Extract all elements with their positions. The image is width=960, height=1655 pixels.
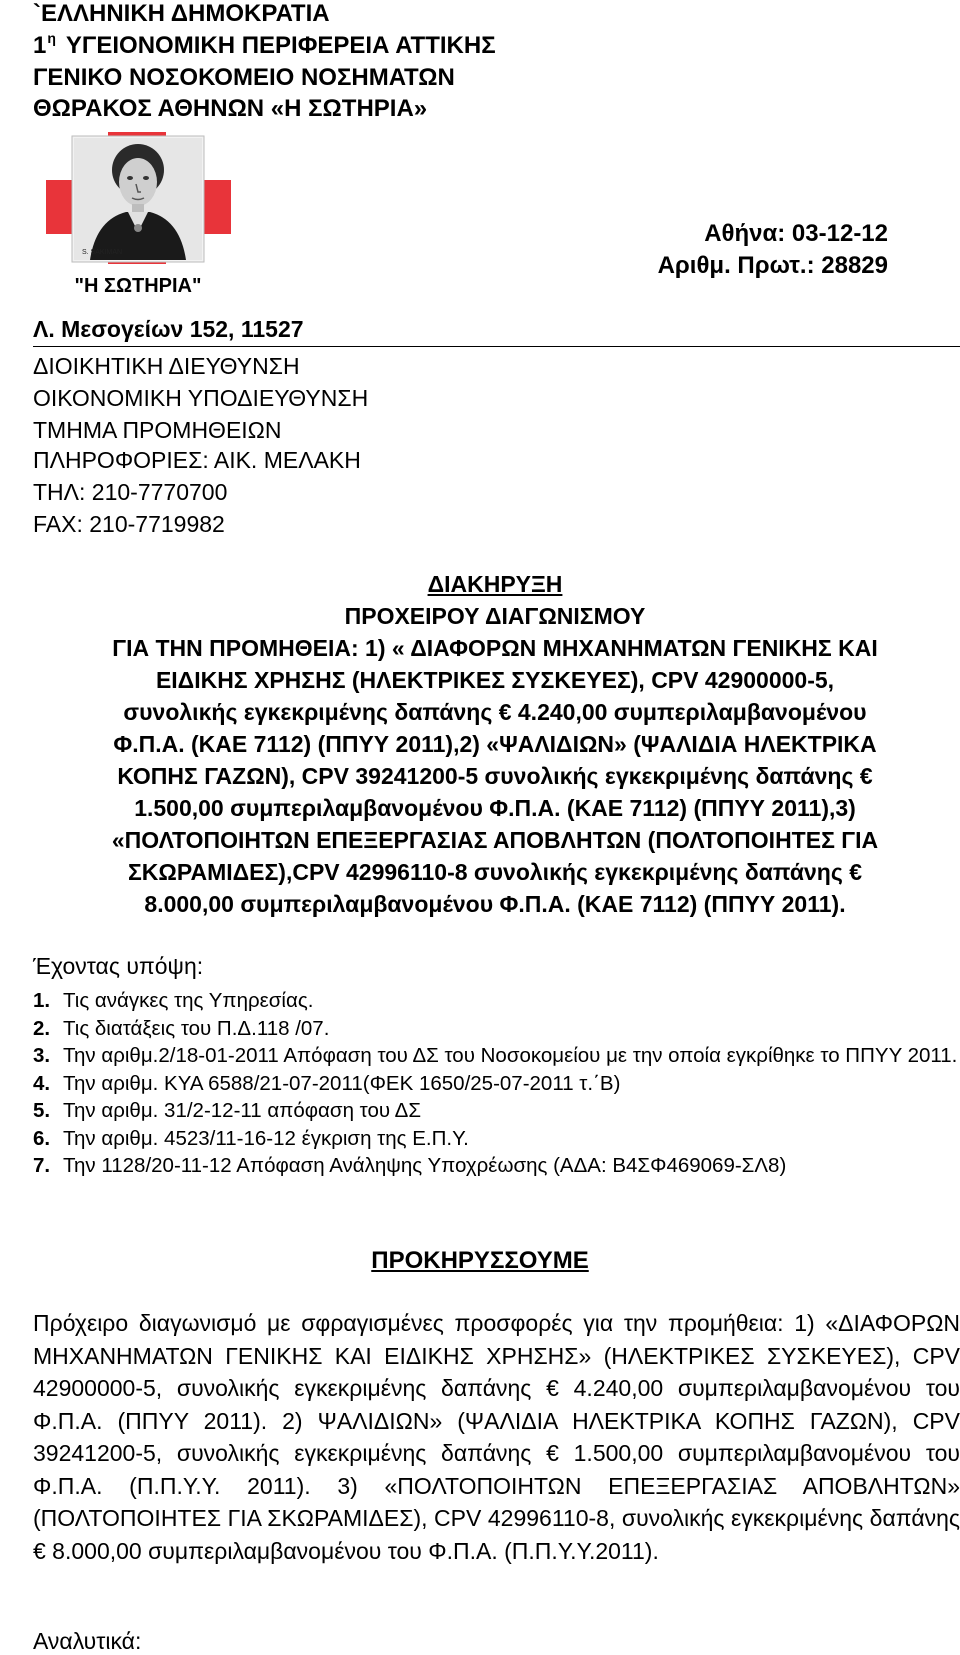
list-item-number: 2. xyxy=(33,1016,51,1040)
list-item xyxy=(33,1042,960,1070)
address-fax: FAX: 210-7719982 xyxy=(33,511,225,537)
announcement-line: ΓΙΑ ΤΗΝ ΠΡΟΜΗΘΕΙΑ: 1) « ΔΙΑΦΟΡΩΝ ΜΗΧΑΝΗΜΑΤΩΝ ΓΕΝΙΚΗΣ ΚΑΙ xyxy=(112,635,878,661)
list-item-text: Την αριθμ. ΚΥΑ 6588/21-07-2011(ΦΕΚ 1650/25-07-2011 τ.΄Β) xyxy=(63,1071,621,1095)
announcement-line: 8.000,00 συμπεριλαμβανομένου Φ.Π.Α. (ΚΑΕ 7112) (ΠΠΥΥ 2011). xyxy=(144,891,846,917)
announcement-line: «ΠΟΛΤΟΠΟΙΗΤΩΝ ΕΠΕΞΕΡΓΑΣΙΑΣ ΑΠΟΒΛΗΤΩΝ (ΠΟΛΤΟΠΟΙΗΤΕΣ ΓΙΑ xyxy=(111,827,879,853)
logo-caption-text: "Η ΣΩΤΗΡΙΑ" xyxy=(74,275,202,297)
address-dept-admin: ΔΙΟΙΚΗΤΙΚΗ ΔΙΕΥΘΥΝΣΗ xyxy=(33,353,300,379)
announcement-line: συνολικής εγκεκριμένης δαπάνης € 4.240,00 συμπεριλαμβανομένου xyxy=(123,699,867,725)
announcement-line: ΣΚΩΡΑΜΙΔΕΣ),CPV 42996110-8 συνολικής εγκεκριμένης δαπάνης € xyxy=(127,859,863,885)
announcement-block xyxy=(30,568,960,920)
announcement-line: ΚΟΠΗΣ ΓΑΖΩΝ), CPV 39241200-5 συνολικής εγκεκριμένης δαπάνης € xyxy=(117,763,873,789)
header-region-number: 1 xyxy=(33,32,47,59)
list-item xyxy=(33,1070,960,1098)
announcement-line: Φ.Π.Α. (ΚΑΕ 7112) (ΠΠΥΥ 2011),2) «ΨΑΛΙΔΙΩΝ» (ΨΑΛΙΔΙΑ ΗΛΕΚΤΡΙΚΑ xyxy=(113,731,877,757)
address-street: Λ. Μεσογείων 152, 11527 xyxy=(33,316,304,342)
list-item-text: Την αριθμ.2/18-01-2011 Απόφαση του ΔΣ του Νοσοκομείου με την οποία εγκρίθηκε το ΠΠΥΥ 2011. xyxy=(63,1044,958,1067)
proclaim-body: Πρόχειρο διαγωνισμό με σφραγισμένες προσφορές για την προμήθεια: 1) «ΔΙΑΦΟΡΩΝ ΜΗΧΑΝΗΜΑΤΩΝ ΓΕΝΙΚΗΣ ΚΑΙ ΕΙΔΙΚΗΣ ΧΡΗΣΗΣ» (ΗΛΕΚΤΡΙΚΕΣ ΣΥΣΚΕΥΕΣ), CPV 42900000-5, συνολικής εγκεκριμένης δαπάνης € 4.240,00 συμπεριλαμβανομένου του Φ.Π.Α. (ΠΠΥΥ 2011). 2) ΨΑΛΙΔΙΩΝ» (ΨΑΛΙΔΙΑ ΗΛΕΚΤΡΙΚΑ ΚΟΠΗΣ ΓΑΖΩΝ), CPV 39241200-5, συνολικής εγκεκριμένης δαπάνης € 1.500,00 συμπεριλαμβανομένου του Φ.Π.Α. (Π.Π.Υ.Υ. 2011). 3) «ΠΟΛΤΟΠΟΙΗΤΩΝ ΕΠΕΞΕΡΓΑΣΙΑΣ ΑΠΟΒΛΗΤΩΝ» (ΠΟΛΤΟΠΟΙΗΤΕΣ ΓΙΑ ΣΚΩΡΑΜΙΔΕΣ), CPV 42996110-8, συνολικής εγκεκριμένης δαπάνης € 8.000,00 συμπεριλαμβανομένου του Φ.Π.Α. (Π.Π.Υ.Υ.2011). xyxy=(33,1310,960,1564)
list-item xyxy=(33,1152,960,1180)
list-item-number: 6. xyxy=(33,1126,51,1150)
address-telephone: ΤΗΛ: 210-7770700 xyxy=(33,479,228,505)
list-item-text: Τις διατάξεις του Π.Δ.118 /07. xyxy=(63,1016,330,1040)
header-region-sup: η xyxy=(47,30,56,46)
list-item xyxy=(33,1097,960,1125)
header-region-text: ΥΓΕΙΟΝΟΜΙΚΗ ΠΕΡΙΦΕΡΕΙΑ ΑΤΤΙΚΗΣ xyxy=(65,32,496,59)
logo-signature: S. SAKIMAN xyxy=(82,249,123,256)
address-dept-economic: ΟΙΚΟΝΟΜΙΚΗ ΥΠΟΔΙΕΥΘΥΝΣΗ xyxy=(33,385,369,411)
list-item-number: 4. xyxy=(33,1071,51,1095)
logo-cross-portrait-icon xyxy=(46,132,231,300)
date-protocol-block xyxy=(658,218,888,282)
list-item-number: 3. xyxy=(33,1044,51,1067)
list-item xyxy=(33,1125,960,1153)
header-hospital: ΓΕΝΙΚΟ ΝΟΣΟΚΟΜΕΙΟ ΝΟΣΗΜΑΤΩΝ xyxy=(33,64,455,91)
announcement-line: ΕΙΔΙΚΗΣ ΧΡΗΣΗΣ (ΗΛΕΚΤΡΙΚΕΣ ΣΥΣΚΕΥΕΣ), CPV 42900000-5, xyxy=(155,667,835,693)
announcement-line: 1.500,00 συμπεριλαμβανομένου Φ.Π.Α. (ΚΑΕ 7112) (ΠΠΥΥ 2011),3) xyxy=(134,795,856,821)
list-item-text: Τις ανάγκες της Υπηρεσίας. xyxy=(63,989,314,1012)
list-item-text: Την αριθμ. 4523/11-16-12 έγκριση της Ε.Π.Υ. xyxy=(63,1126,469,1150)
proclaim-title-text: ΠΡΟΚΗΡΥΣΣΟΥΜΕ xyxy=(371,1247,589,1274)
list-item-number: 1. xyxy=(33,989,51,1012)
list-item xyxy=(33,987,960,1015)
header-republic: `ΕΛΛΗΝΙΚΗ ΔΗΜΟΚΡΑΤΙΑ xyxy=(33,0,330,27)
header-hospital-name: ΘΩΡΑΚΟΣ ΑΘΗΝΩΝ «Η ΣΩΤΗΡΙΑ» xyxy=(33,95,428,122)
list-item-number: 5. xyxy=(33,1099,51,1122)
considering-list xyxy=(33,987,960,1180)
hospital-logo xyxy=(46,132,231,300)
list-item-number: 7. xyxy=(33,1154,51,1177)
list-item xyxy=(33,1015,960,1043)
document-date: Αθήνα: 03-12-12 xyxy=(704,220,888,247)
address-info-contact: ΠΛΗΡΟΦΟΡΙΕΣ: ΑΙΚ. ΜΕΛΑΚΗ xyxy=(33,447,361,473)
protocol-number: Αριθμ. Πρωτ.: 28829 xyxy=(657,252,888,279)
header-divider xyxy=(33,346,960,347)
details-heading: Αναλυτικά: xyxy=(33,1628,142,1654)
list-item-text: Την αριθμ. 31/2-12-11 απόφαση του ΔΣ xyxy=(63,1099,422,1122)
announcement-title: ΔΙΑΚΗΡΥΞΗ xyxy=(427,571,563,597)
considering-intro: Έχοντας υπόψη: xyxy=(33,953,204,979)
list-item-text: Την 1128/20-11-12 Απόφαση Ανάληψης Υποχρέωσης (ΑΔΑ: Β4ΣΦ469069-ΣΛ8) xyxy=(63,1154,787,1177)
proclaim-title xyxy=(0,1247,960,1275)
header-health-region xyxy=(33,32,496,62)
announcement-line: ΠΡΟΧΕΙΡΟΥ ΔΙΑΓΩΝΙΣΜΟΥ xyxy=(344,603,646,629)
address-dept-procurement: ΤΜΗΜΑ ΠΡΟΜΗΘΕΙΩΝ xyxy=(33,417,282,443)
